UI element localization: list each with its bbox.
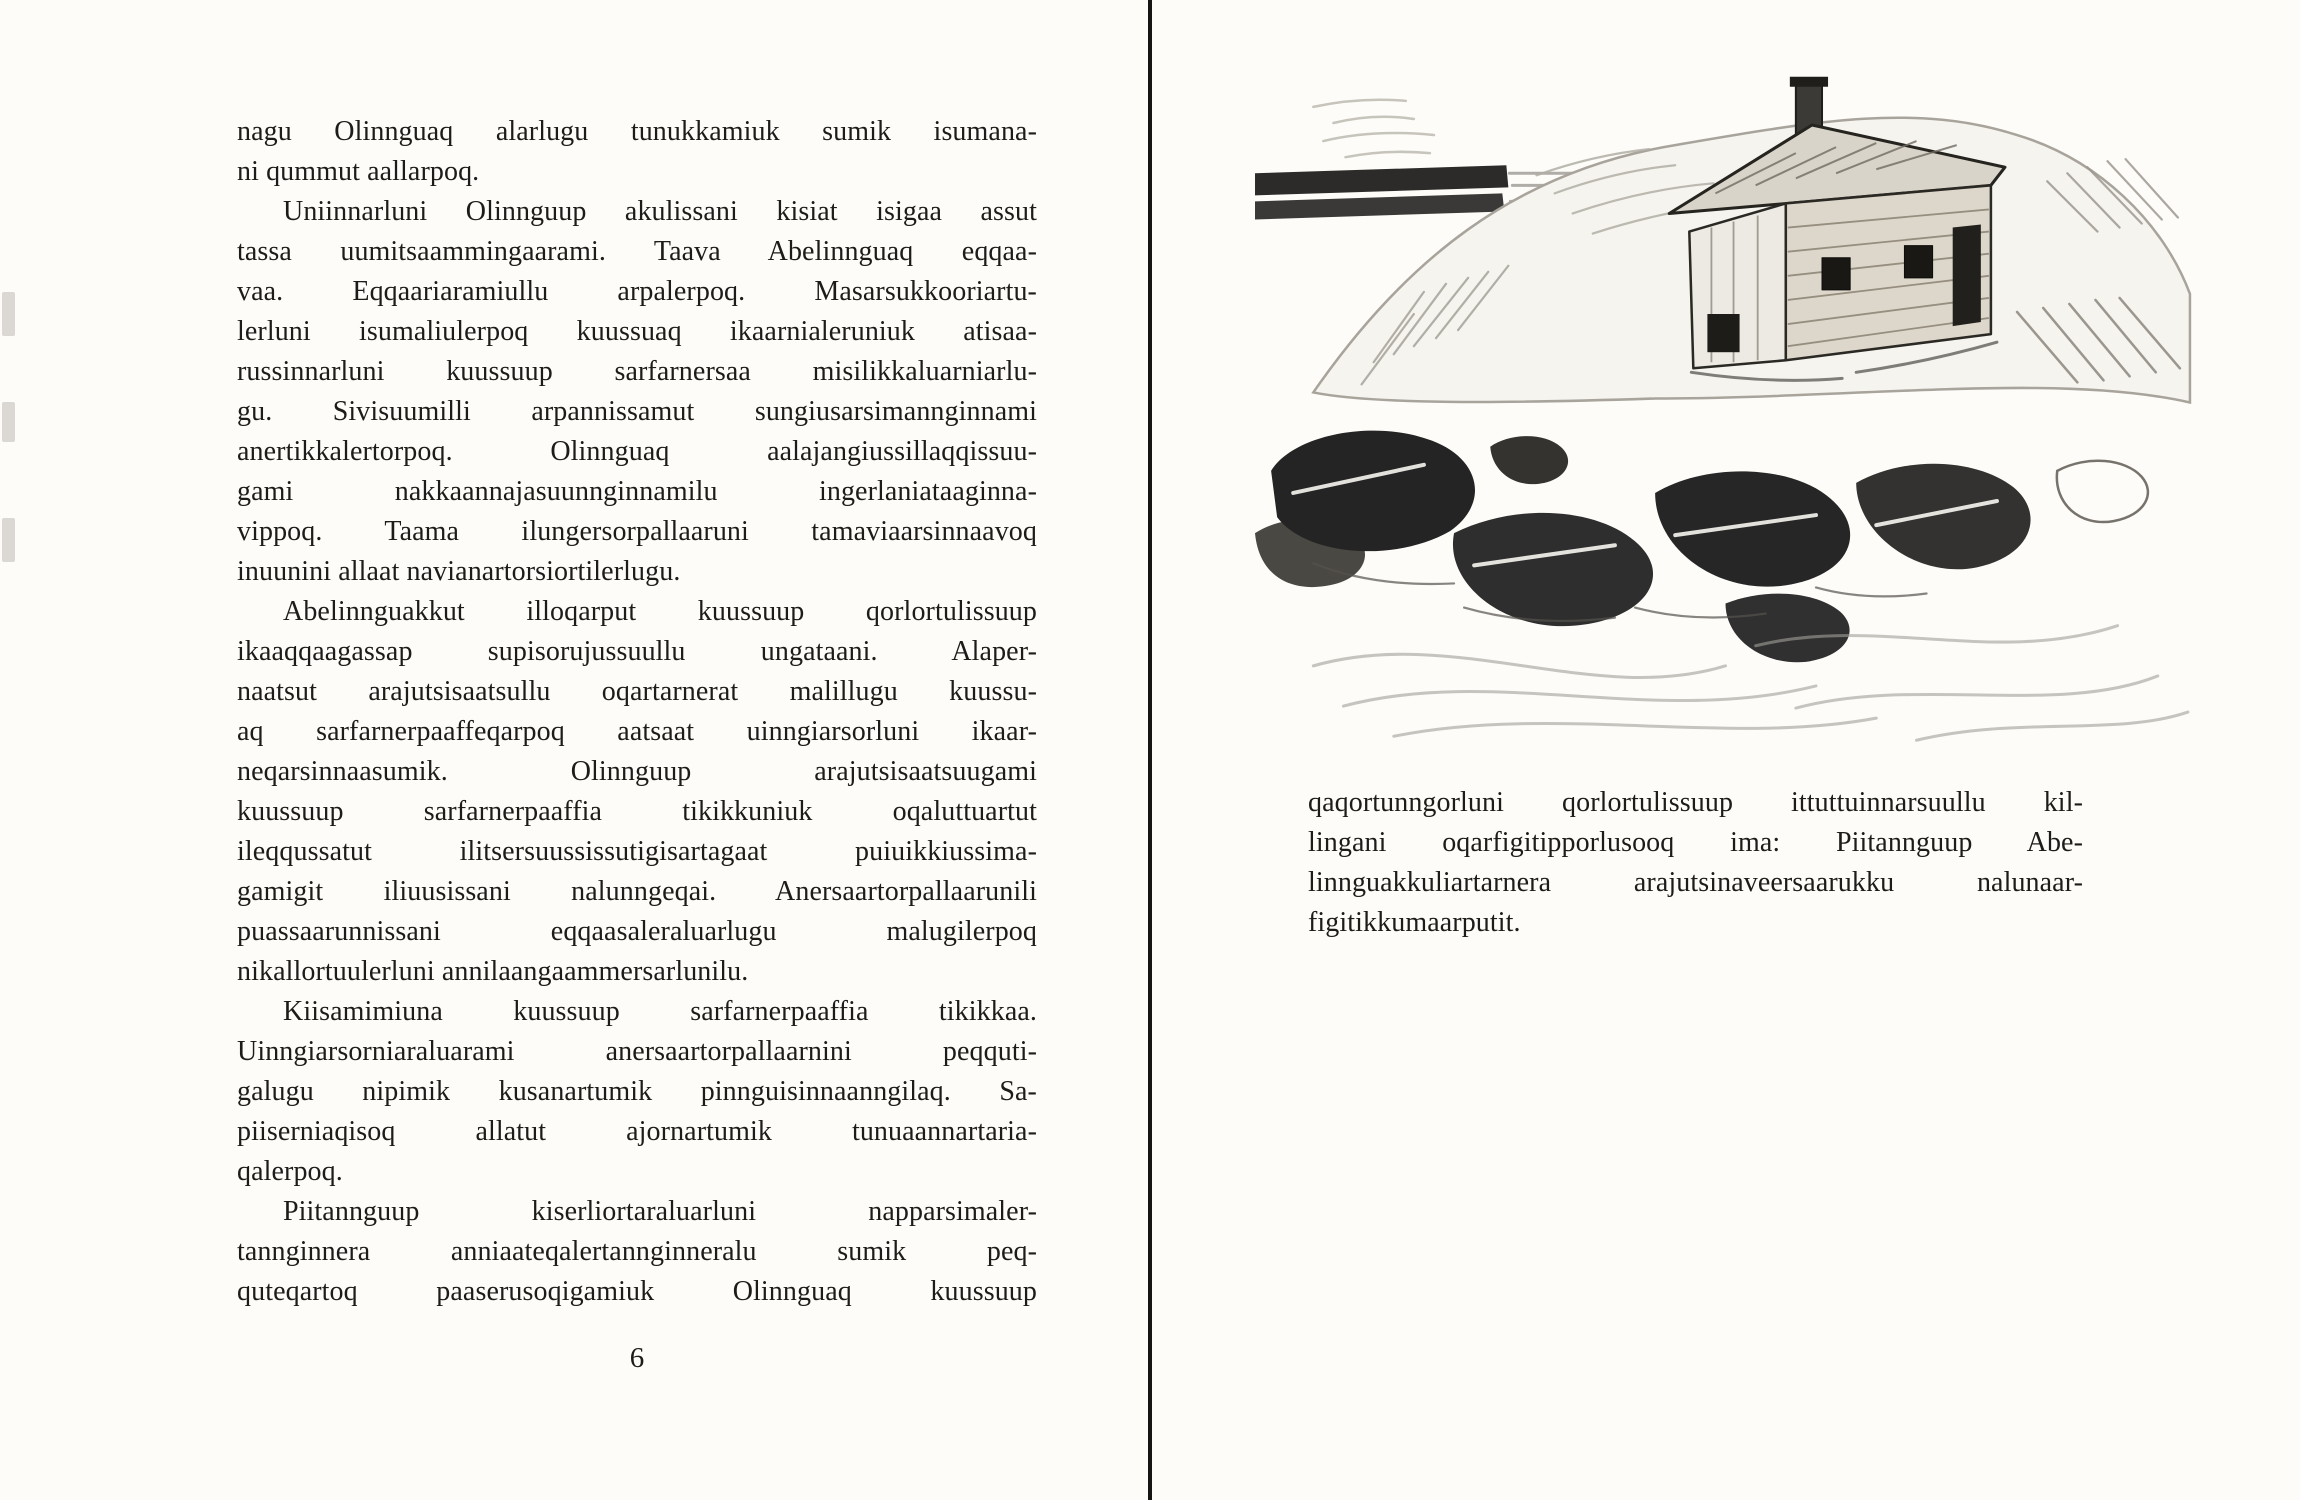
scan-edge-smudge [2, 518, 15, 562]
text-line: tassa uumitsaammingaarami. Taava Abelinnguaq eqqaa- [237, 236, 1037, 267]
text-line: vaa. Eqqaariaramiullu arpalerpoq. Masarsukkooriartu- [237, 276, 1037, 307]
text-line: anertikkalertorpoq. Olinnguaq aalajangiussillaqqissuu- [237, 436, 1037, 467]
page-gutter-divider [1148, 0, 1152, 1500]
text-line: Abelinnguakkut illoqarput kuussuup qorlortulissuup [283, 596, 1037, 627]
text-line: puassaarunnissani eqqaasaleraluarlugu malugilerpoq [237, 916, 1037, 947]
text-line: quteqartoq paaserusoqigamiuk Olinnguaq kuussuup [237, 1276, 1037, 1307]
sky-scribbles-sketch [1313, 100, 1434, 157]
cabin-window [1822, 258, 1850, 290]
text-line: gami nakkaannajasuunnginnamilu ingerlaniataaginna- [237, 476, 1037, 507]
cabin-on-rocks-illustration [1253, 60, 2198, 755]
text-line: ileqqussatut ilitsersuussissutigisartagaat puiuikkiussima- [237, 836, 1037, 867]
text-line: nagu Olinnguaq alarlugu tunukkamiuk sumik isumana- [237, 116, 1037, 147]
text-line: aq sarfarnerpaaffeqarpoq aatsaat uinngiarsorluni ikaar- [237, 716, 1037, 747]
text-line: russinnarluni kuussuup sarfarnersaa misilikkaluarniarlu- [237, 356, 1037, 387]
cabin-gable-window [1707, 314, 1739, 352]
page-number: 6 [629, 1342, 645, 1374]
text-line: inuunini allaat navianartorsiortilerlugu. [237, 556, 681, 587]
dark-boulders-sketch [1255, 431, 2148, 663]
cabin-door [1953, 225, 1981, 327]
text-line: tannginnera anniaateqalertannginneralu sumik peq- [237, 1236, 1037, 1267]
text-line: lerluni isumaliulerpoq kuussuaq ikaarnialeruniuk atisaa- [237, 316, 1037, 347]
text-line: vippoq. Taama ilungersorpallaaruni tamaviaarsinnaavoq [237, 516, 1037, 547]
text-line: Kiisamimiuna kuussuup sarfarnerpaaffia tikikkaa. [283, 996, 1037, 1027]
text-line: naatsut arajutsisaatsullu oqartarnerat malillugu kuussu- [237, 676, 1037, 707]
cabin-chimney-cap [1790, 77, 1828, 87]
scan-edge-smudge [2, 402, 15, 442]
left-text-column [237, 112, 1037, 1312]
scan-edge-smudge [2, 292, 15, 336]
text-line: gu. Sivisuumilli arpannissamut sungiusarsimannginnami [237, 396, 1037, 427]
text-line: ikaaqqaagassap supisorujussuullu ungataani. Alaper- [237, 636, 1037, 667]
text-line: kuussuup sarfarnerpaaffia tikikkuniuk oqaluttuartut [237, 796, 1037, 827]
text-line: figitikkumaarputit. [1308, 907, 1521, 938]
text-line: Uinngiarsorniaraluarami anersaartorpallaarnini peqquti- [237, 1036, 1037, 1067]
text-line: qaqortunngorluni qorlortulissuup ittuttuinnarsuullu kil- [1308, 787, 2083, 818]
text-line: Piitannguup kiserliortaraluarluni napparsimaler- [283, 1196, 1037, 1227]
text-line: Uniinnarluni Olinnguup akulissani kisiat isigaa assut [283, 196, 1037, 227]
text-line: qalerpoq. [237, 1156, 343, 1187]
text-line: neqarsinnaasumik. Olinnguup arajutsisaatsuugami [237, 756, 1037, 787]
right-text-column [1308, 783, 2083, 943]
text-line: linnguakkuliartarnera arajutsinaveersaarukku nalunaar- [1308, 867, 2083, 898]
cabin-window [1904, 246, 1932, 278]
text-line: piiserniaqisoq allatut ajornartumik tunuaannartaria- [237, 1116, 1037, 1147]
text-line: galugu nipimik kusanartumik pinnguisinnaanngilaq. Sa- [237, 1076, 1037, 1107]
text-line: ni qummut aallarpoq. [237, 156, 480, 187]
text-line: gamigit iliuusissani nalunngeqai. Anersaartorpallaarunili [237, 876, 1037, 907]
text-line: nikallortuulerluni annilaangaammersarlunilu. [237, 956, 749, 987]
text-line: lingani oqarfigitipporlusooq ima: Piitannguup Abe- [1308, 827, 2083, 858]
